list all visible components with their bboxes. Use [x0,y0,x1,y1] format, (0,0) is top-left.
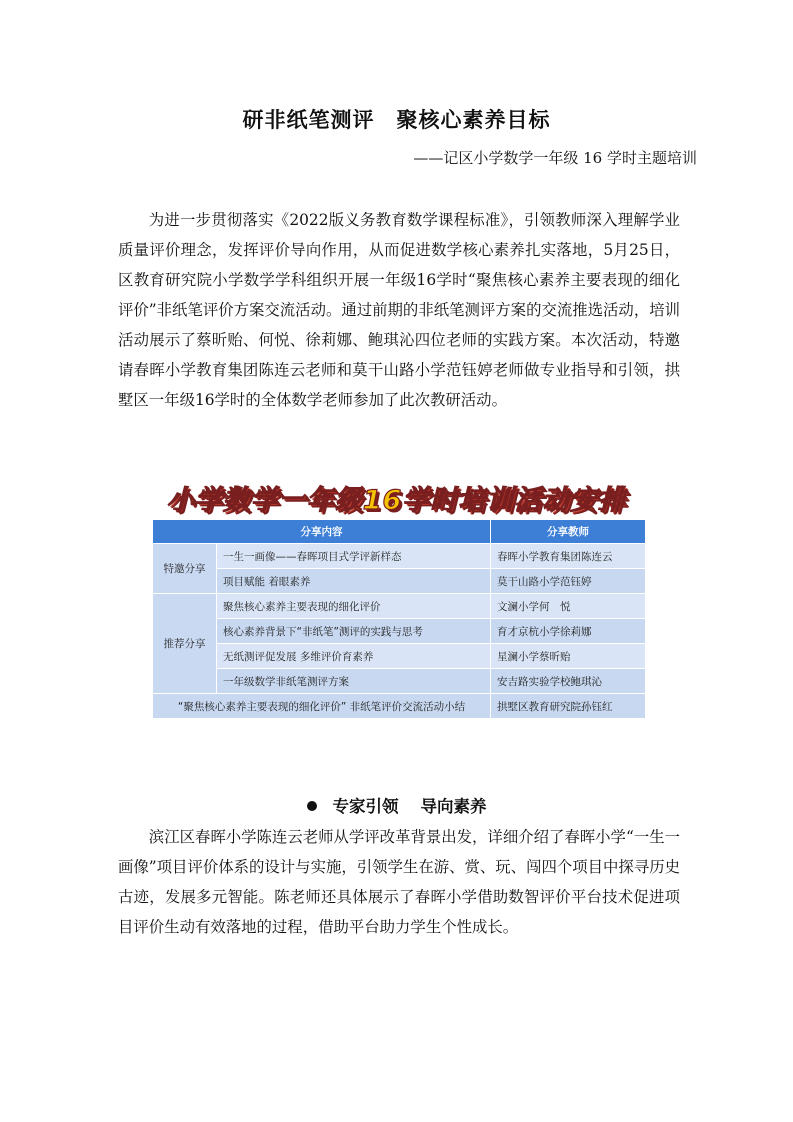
row-content: 聚焦核心素养主要表现的细化评价 [217,594,491,619]
header-content: 分享内容 [153,520,491,544]
section-paragraph: 滨江区春晖小学陈连云老师从学评改革背景出发，详细介绍了春晖小学“一生一画像”项目评价体系的设计与实施，引领学生在游、赏、玩、闯四个项目中探寻历史古迹，发展多元智能。陈老师还具体展示了春晖小学借助数智评价平台技术促进项目评价生动有效落地的过程，借助平台助力学生个性成长。 [118,828,680,936]
header-teacher: 分享教师 [491,520,646,544]
row-school: 莫干山路小学 [497,575,560,588]
row-teacher: 鲍琪沁 [570,675,602,688]
table-row [153,669,646,694]
row-teacher: 陈连云 [581,550,613,563]
table-header-row [153,520,646,544]
document-subtitle: ——记区小学数学一年级 16 学时主题培训 [413,149,697,167]
summary-content: “聚焦核心素养主要表现的细化评价” 非纸笔评价交流活动小结 [153,694,491,719]
row-school: 育才京杭小学 [497,625,560,638]
row-school: 安吉路实验学校 [497,675,571,688]
row-teacher: 范钰婷 [560,575,592,588]
group-label-recommended: 推荐分享 [153,594,217,694]
table-row [153,594,646,619]
schedule-banner-title: 小学数学一年级16学时培训活动安排 [166,485,627,516]
table-row [153,619,646,644]
table-summary-row [153,694,646,719]
bullet-icon [307,801,317,811]
row-school: 文澜小学 [497,600,539,613]
row-content: 无纸测评促发展 多维评价育素养 [217,644,491,669]
section-heading [0,793,793,817]
row-content: 一年级数学非纸笔测评方案 [217,669,491,694]
schedule-table [152,519,646,719]
row-teacher: 徐莉娜 [560,625,592,638]
table-row [153,569,646,594]
row-content: 项目赋能 着眼素养 [217,569,491,594]
row-content: 核心素养背景下“非纸笔”测评的实践与思考 [217,619,491,644]
row-teacher: 何 悦 [539,600,571,613]
section-heading-part2: 导向素养 [420,797,487,816]
table-row [153,544,646,569]
group-label-invited: 特邀分享 [153,544,217,594]
row-content: 一生一画像——春晖项目式学评新样态 [217,544,491,569]
table-row [153,644,646,669]
document-title: 研非纸笔测评 聚核心素养目标 [242,108,551,132]
row-teacher: 蔡昕贻 [539,650,571,663]
section-heading-part1: 专家引领 [332,797,399,816]
summary-teacher: 孙钰红 [581,700,613,713]
row-school: 星澜小学 [497,650,539,663]
row-school: 春晖小学教育集团 [497,550,581,563]
summary-school: 拱墅区教育研究院 [497,700,581,713]
intro-paragraph: 为进一步贯彻落实《2022版义务教育数学课程标准》，引领教师深入理解学业质量评价理念，发挥评价导向作用，从而促进数学核心素养扎实落地，5月25日，区教育研究院小学数学学科组织开展一年级16学时“聚焦核心素养主要表现的细化评价”非纸笔评价方案交流活动。通过前期的非纸笔测评方案的交流推选活动，培训活动展示了蔡昕贻、何悦、徐莉娜、鲍琪沁四位老师的实践方案。本次活动，特邀请春晖小学教育集团陈连云老师和莫干山路小学范钰婷老师做专业指导和引领，拱墅区一年级16学时的全体数学老师参加了此次教研活动。 [118,211,680,409]
